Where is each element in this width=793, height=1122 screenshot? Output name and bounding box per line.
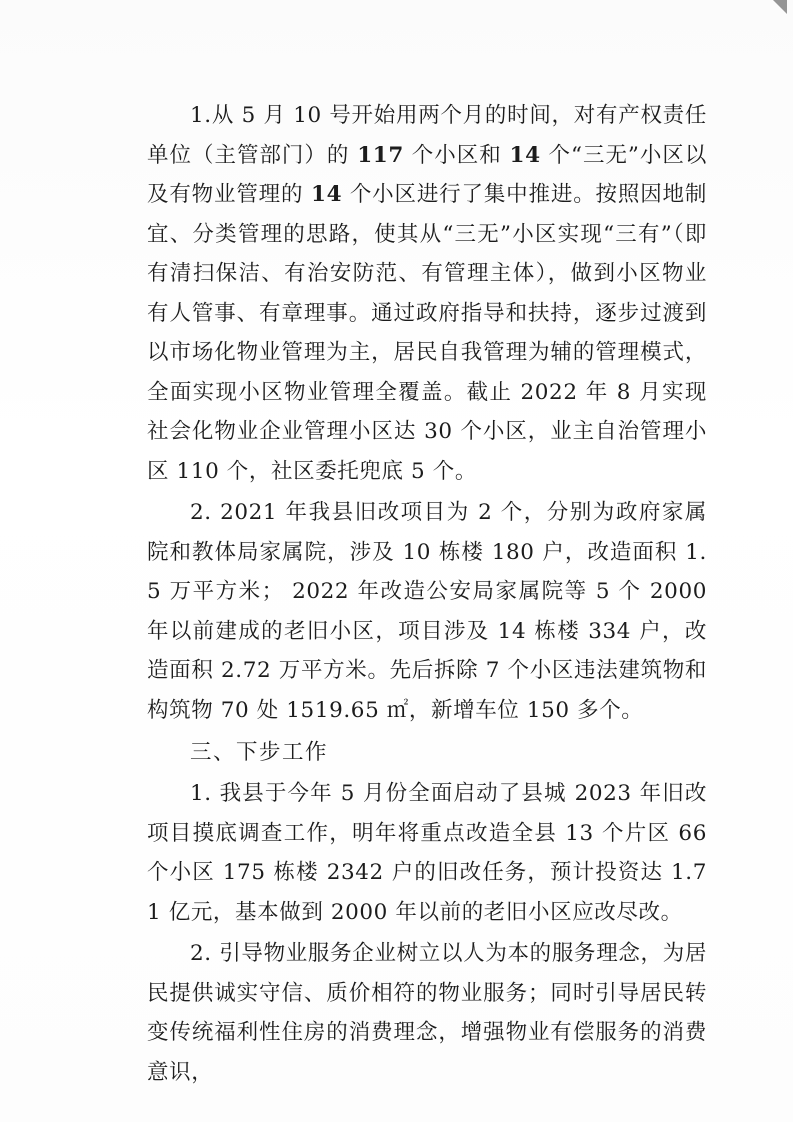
paragraph-survey-plan: 1. 我县于今年 5 月份全面启动了县城 2023 年旧改项目摸底调查工作，明年将重点改造全县 13 个片区 66 个小区 175 栋楼 2342 户的旧改任务，预计投资达 1.71 亿元，基本做到 2000 年以前的老旧小区应改尽改。: [147, 781, 707, 925]
document-body: [147, 96, 707, 1092]
paragraph-renovation-projects: 2. 2021 年我县旧改项目为 2 个，分别为政府家属院和教体局家属院，涉及 10 栋楼 180 户，改造面积 1.5 万平方米； 2022 年改造公安局家属院等 5 个 2000 年以前建成的老旧小区，项目涉及 14 栋楼 334 户，改造面积 2.72 万平方米。先后拆除 7 个小区违法建筑物和构筑物 70 处 1519.65 ㎡，新增车位 150 多个。: [147, 500, 707, 723]
bold-number-14-managed: 14: [311, 182, 343, 207]
paragraph-text: 个小区和: [403, 142, 510, 168]
paragraph-service-guidance: 2. 引导物业服务企业树立以人为本的服务理念，为居民提供诚实守信、质价相符的物业服务；同时引导居民转变传统福利性住房的消费理念，增强物业有偿服务的消费意识，: [147, 941, 707, 1085]
paragraph-property-management: [147, 96, 707, 491]
section-heading-next-steps: 三、下步工作: [190, 740, 329, 765]
bold-number-117: 117: [357, 142, 404, 168]
scan-corner-mark: [773, 0, 787, 14]
paragraph-text: 个“三无”小区以及有物业管理的: [147, 142, 707, 207]
bold-number-14-sanwu: 14: [509, 142, 541, 168]
paragraph-text: 个小区进行了集中推进。按照因地制宜、分类管理的思路，使其从“三无”小区实现“三有”（即有清扫保洁、有治安防范、有管理主体），做到小区物业有人管事、有章理事。通过政府指导和扶持，逐步过渡到以市场化物业管理为主，居民自我管理为辅的管理模式，全面实现小区物业管理全覆盖。截止 2022 年 8 月实现社会化物业企业管理小区达 30 个小区，业主自治管理小区 110 个，社区委托兜底 5 个。: [147, 182, 707, 484]
paragraph-text: 1.从 5 月 10 号开始用两个月的时间，对有产权责任单位（主管部门）的: [147, 103, 707, 168]
